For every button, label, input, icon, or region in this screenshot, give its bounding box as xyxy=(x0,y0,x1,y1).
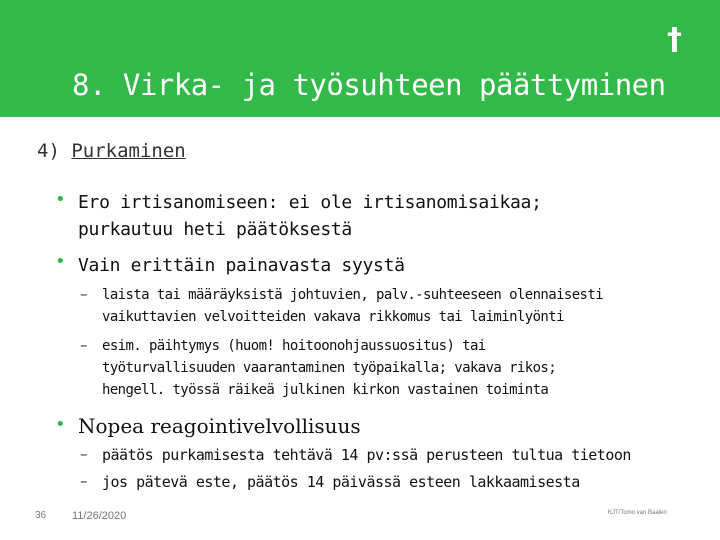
sub-bullet-text: päätös purkamisesta tehtävä 14 pv:ssä perusteen tultua tietoon xyxy=(102,446,631,464)
sub-bullet-text: esim. päihtymys (huom! hoitoonohjaussuositus) tai xyxy=(102,338,486,354)
sub-bullet-text: jos pätevä este, päätös 14 päivässä esteen lakkaamisesta xyxy=(102,473,580,491)
cross-icon: † xyxy=(667,22,682,57)
dash-icon: – xyxy=(80,336,88,354)
sub-bullet-text: vaikuttavien velvoitteiden vakava rikkomus tai laiminlyönti xyxy=(102,309,564,325)
bullet-text: purkautuu heti päätöksestä xyxy=(78,219,352,240)
dash-icon: – xyxy=(80,445,88,463)
section-number: 4) xyxy=(37,140,60,162)
dash-icon: – xyxy=(80,472,88,490)
section-title: Purkaminen xyxy=(71,140,186,162)
sub-bullet-text: hengell. työssä räikeä julkinen kirkon vastainen toiminta xyxy=(102,382,549,398)
sub-bullet-text: työturvallisuuden vaarantaminen työpaikalla; vakava rikos; xyxy=(102,360,557,376)
footer-date: 11/26/2020 xyxy=(72,510,127,522)
dash-icon: – xyxy=(80,285,88,303)
bullet-icon: • xyxy=(55,414,66,435)
bullet-text: Ero irtisanomiseen: ei ole irtisanomisaikaa; xyxy=(78,192,542,213)
sub-bullet-text: laista tai määräyksistä johtuvien, palv.-suhteeseen olennaisesti xyxy=(102,287,604,303)
footer-author: KJT/Tomo van Baalen xyxy=(608,510,667,516)
bullet-icon: • xyxy=(55,251,66,272)
page-number: 36 xyxy=(35,510,47,521)
section-heading xyxy=(37,140,186,162)
bullet-text: Nopea reagointivelvollisuus xyxy=(78,414,361,438)
bullet-icon: • xyxy=(55,189,66,210)
bullet-text: Vain erittäin painavasta syystä xyxy=(78,255,405,276)
slide-title: 8. Virka- ja työsuhteen päättyminen xyxy=(72,68,666,102)
